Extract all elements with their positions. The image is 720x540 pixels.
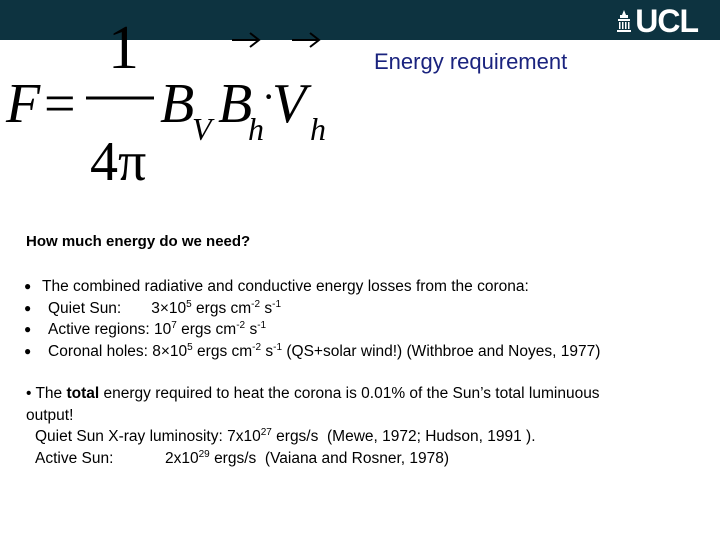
units-exp: -1 [273, 341, 283, 353]
energy-loss-list [24, 276, 600, 362]
quiet-label: Quiet Sun: [48, 299, 122, 317]
quiet-value: 3×10 [151, 299, 187, 317]
units: ergs cm [196, 299, 252, 317]
formula-lhs: F [6, 73, 41, 135]
units: ergs cm [197, 342, 253, 360]
formula-term3: V [272, 73, 307, 135]
formula [0, 0, 340, 200]
quiet-ref: (Mewe, 1972; Hudson, 1991 ). [327, 428, 536, 445]
vector-arrow-icon [292, 33, 319, 47]
bullet-icon: ● [24, 279, 32, 293]
portico-icon [617, 10, 631, 32]
holes-exp: 5 [187, 341, 193, 353]
ucl-logo [617, 3, 698, 39]
quiet-exp: 5 [186, 298, 192, 310]
active-value: 2x10 [165, 449, 199, 467]
formula-denominator: 4π [90, 131, 147, 193]
formula-equals: = [44, 73, 76, 135]
holes-note: (QS+solar wind!) (Withbroe and Noyes, 1977) [286, 342, 601, 360]
list-item [24, 319, 600, 341]
active-exp: 29 [198, 448, 210, 460]
quiet-units: ergs/s [276, 428, 319, 445]
active-label: Active Sun: [35, 449, 114, 467]
units-exp: -2 [236, 320, 246, 332]
formula-term1: B [160, 73, 195, 135]
intro-text: The combined radiative and conductive energy losses from the corona: [42, 278, 529, 295]
formula-term2: B [218, 73, 253, 135]
units: s [249, 321, 258, 339]
units-exp: -1 [257, 320, 267, 332]
slide-title: Energy requirement [374, 49, 568, 74]
logo-text: UCL [635, 3, 698, 39]
formula-term2-sub: h [248, 111, 264, 147]
paragraph-line [26, 383, 706, 405]
bullet-icon: ● [24, 322, 32, 337]
quiet-exp: 27 [260, 427, 272, 438]
paragraph-line: output! [26, 406, 74, 424]
lead-text: The [35, 385, 63, 402]
body-text: energy required to heat the corona is 0.01% of the Sun’s total luminuous [103, 385, 600, 402]
bullet-icon: ● [24, 343, 32, 358]
active-ref: (Vaiana and Rosner, 1978) [264, 449, 450, 467]
quiet-label: Quiet Sun X-ray luminosity: 7x10 [35, 428, 261, 445]
units: ergs cm [181, 321, 237, 339]
active-exp: 7 [171, 320, 177, 332]
active-units: ergs/s [214, 449, 257, 467]
units-exp: -2 [251, 298, 261, 310]
list-item [24, 341, 600, 363]
formula-numerator: 1 [108, 14, 139, 82]
bullet-icon: • [26, 385, 32, 402]
question-heading: How much energy do we need? [26, 233, 251, 250]
holes-label: Coronal holes: 8×10 [48, 342, 188, 360]
formula-term1-sub: V [192, 111, 212, 147]
formula-term3-sub: h [310, 111, 326, 147]
bullet-icon: ● [24, 300, 32, 315]
list-item [24, 276, 600, 298]
active-label: Active regions: 10 [48, 321, 172, 339]
units: s [265, 342, 274, 360]
vector-arrow-icon [232, 33, 259, 47]
quiet-luminosity-line [26, 426, 706, 448]
list-item [24, 298, 600, 320]
total-energy-paragraph [26, 383, 706, 469]
formula-dot: · [262, 74, 276, 119]
units-exp: -1 [272, 298, 282, 310]
emphasis-text: total [66, 385, 100, 402]
active-luminosity-line [26, 448, 706, 470]
units-exp: -2 [252, 341, 262, 353]
units: s [264, 299, 273, 317]
